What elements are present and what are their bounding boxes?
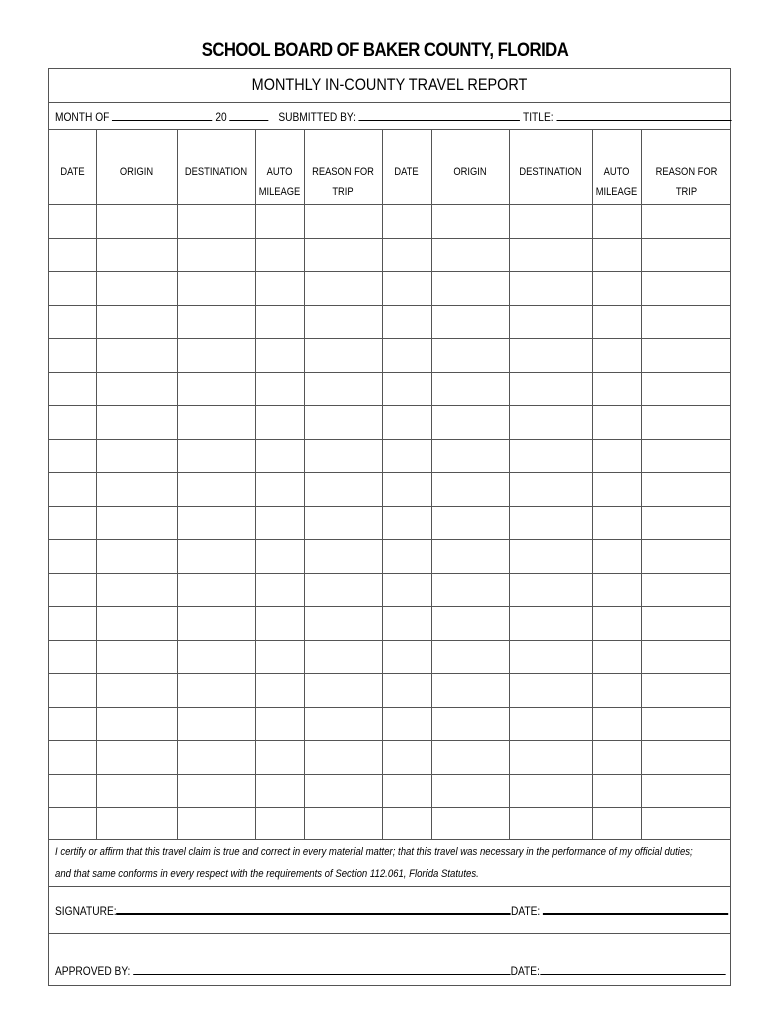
table-cell[interactable] bbox=[256, 339, 303, 371]
table-cell[interactable] bbox=[178, 607, 254, 639]
table-cell[interactable] bbox=[593, 540, 640, 572]
table-cell[interactable] bbox=[642, 808, 731, 840]
table-cell[interactable] bbox=[97, 272, 176, 304]
column-header bbox=[310, 162, 376, 202]
column-header bbox=[53, 162, 93, 182]
column-header-line1: REASON FOR bbox=[655, 166, 718, 178]
table-cell[interactable] bbox=[432, 373, 508, 405]
approved-row bbox=[55, 962, 725, 978]
table-cell[interactable] bbox=[256, 473, 303, 505]
table-cell[interactable] bbox=[510, 674, 591, 706]
table-cell[interactable] bbox=[432, 808, 508, 840]
table-cell[interactable] bbox=[305, 306, 381, 338]
table-cell[interactable] bbox=[178, 775, 254, 807]
table-cell[interactable] bbox=[97, 775, 176, 807]
table-cell[interactable] bbox=[593, 473, 640, 505]
table-cell[interactable] bbox=[510, 741, 591, 773]
table-cell[interactable] bbox=[593, 674, 640, 706]
table-cell[interactable] bbox=[50, 741, 95, 773]
table-cell[interactable] bbox=[97, 674, 176, 706]
column-header-line1: DATE bbox=[394, 166, 419, 178]
table-cell[interactable] bbox=[305, 239, 381, 271]
table-cell[interactable] bbox=[432, 674, 508, 706]
table-cell[interactable] bbox=[256, 708, 303, 740]
table-cell[interactable] bbox=[642, 239, 731, 271]
table-cell[interactable] bbox=[383, 473, 430, 505]
table-cell[interactable] bbox=[432, 507, 508, 539]
table-cell[interactable] bbox=[178, 473, 254, 505]
table-cell[interactable] bbox=[432, 708, 508, 740]
table-cell[interactable] bbox=[305, 674, 381, 706]
table-cell[interactable] bbox=[510, 708, 591, 740]
table-cell[interactable] bbox=[50, 339, 95, 371]
table-cell[interactable] bbox=[178, 708, 254, 740]
form-title: SCHOOL BOARD OF BAKER COUNTY, FLORIDA bbox=[201, 40, 569, 61]
table-cell[interactable] bbox=[432, 473, 508, 505]
column-header-line2: TRIP bbox=[675, 186, 698, 198]
table-cell[interactable] bbox=[642, 205, 731, 237]
table-cell[interactable] bbox=[383, 507, 430, 539]
table-cell[interactable] bbox=[593, 708, 640, 740]
table-cell[interactable] bbox=[256, 440, 303, 472]
table-cell[interactable] bbox=[256, 775, 303, 807]
table-cell[interactable] bbox=[593, 775, 640, 807]
table-cell[interactable] bbox=[305, 641, 381, 673]
table-cell[interactable] bbox=[383, 272, 430, 304]
table-cell[interactable] bbox=[50, 641, 95, 673]
table-cell[interactable] bbox=[510, 540, 591, 572]
table-cell[interactable] bbox=[305, 473, 381, 505]
table-cell[interactable] bbox=[642, 373, 731, 405]
table-cell[interactable] bbox=[383, 239, 430, 271]
table-cell[interactable] bbox=[642, 339, 731, 371]
table-cell[interactable] bbox=[97, 808, 176, 840]
divider bbox=[49, 886, 730, 887]
column-header-line1: REASON FOR bbox=[312, 166, 374, 178]
table-cell[interactable] bbox=[510, 574, 591, 606]
table-cell[interactable] bbox=[383, 641, 430, 673]
certification-line-2: and that same conforms in every respect with the requirements of Section 112.061, Florida Statutes. bbox=[55, 868, 479, 880]
table-cell[interactable] bbox=[305, 440, 381, 472]
column-header-line2: MILEAGE bbox=[595, 186, 638, 198]
table-cell[interactable] bbox=[510, 406, 591, 438]
table-cell[interactable] bbox=[593, 507, 640, 539]
table-cell[interactable] bbox=[256, 239, 303, 271]
table-cell[interactable] bbox=[50, 306, 95, 338]
table-cell[interactable] bbox=[432, 306, 508, 338]
table-cell[interactable] bbox=[305, 406, 381, 438]
column-header-line1: DESTINATION bbox=[519, 166, 582, 178]
table-cell[interactable] bbox=[50, 775, 95, 807]
table-cell[interactable] bbox=[50, 540, 95, 572]
column-header bbox=[515, 162, 586, 182]
table-cell[interactable] bbox=[510, 239, 591, 271]
table-cell[interactable] bbox=[432, 239, 508, 271]
approved-by-field[interactable] bbox=[133, 962, 510, 975]
table-cell[interactable] bbox=[256, 540, 303, 572]
table-cell[interactable] bbox=[510, 775, 591, 807]
table-cell[interactable] bbox=[642, 574, 731, 606]
table-cell[interactable] bbox=[432, 339, 508, 371]
table-cell[interactable] bbox=[178, 574, 254, 606]
signature-field[interactable] bbox=[117, 901, 511, 915]
column-header-line1: DATE bbox=[60, 166, 85, 178]
table-cell[interactable] bbox=[383, 775, 430, 807]
divider bbox=[49, 129, 730, 130]
signature-date-field[interactable] bbox=[543, 901, 728, 915]
column-header bbox=[648, 162, 725, 202]
title-field[interactable] bbox=[556, 108, 731, 121]
table-cell[interactable] bbox=[510, 641, 591, 673]
table-cell[interactable] bbox=[50, 205, 95, 237]
column-header-line1: DESTINATION bbox=[184, 166, 248, 178]
table-cell[interactable] bbox=[50, 507, 95, 539]
table-cell[interactable] bbox=[256, 607, 303, 639]
column-header-line2: TRIP bbox=[332, 186, 354, 198]
table-cell[interactable] bbox=[97, 339, 176, 371]
table-cell[interactable] bbox=[256, 808, 303, 840]
table-cell[interactable] bbox=[305, 741, 381, 773]
table-cell[interactable] bbox=[305, 574, 381, 606]
month-label: MONTH OF bbox=[55, 110, 110, 124]
table-cell[interactable] bbox=[305, 808, 381, 840]
table-cell[interactable] bbox=[50, 239, 95, 271]
table-cell[interactable] bbox=[593, 205, 640, 237]
table-cell[interactable] bbox=[256, 205, 303, 237]
divider bbox=[49, 102, 730, 103]
form-subtitle: MONTHLY IN-COUNTY TRAVEL REPORT bbox=[251, 75, 528, 94]
table-cell[interactable] bbox=[178, 406, 254, 438]
table-cell[interactable] bbox=[383, 406, 430, 438]
table-cell[interactable] bbox=[97, 205, 176, 237]
table-cell[interactable] bbox=[642, 775, 731, 807]
table-cell[interactable] bbox=[50, 674, 95, 706]
table-cell[interactable] bbox=[256, 373, 303, 405]
column-header bbox=[102, 162, 171, 182]
table-cell[interactable] bbox=[510, 205, 591, 237]
table-cell[interactable] bbox=[256, 674, 303, 706]
table-cell[interactable] bbox=[50, 406, 95, 438]
table-cell[interactable] bbox=[383, 306, 430, 338]
table-cell[interactable] bbox=[305, 205, 381, 237]
column-header-line1: ORIGIN bbox=[119, 166, 154, 178]
title-label: TITLE: bbox=[522, 110, 554, 124]
column-header bbox=[183, 162, 249, 182]
year-field[interactable] bbox=[230, 108, 269, 121]
table-cell[interactable] bbox=[383, 808, 430, 840]
table-cell[interactable] bbox=[97, 306, 176, 338]
table-cell[interactable] bbox=[593, 373, 640, 405]
table-cell[interactable] bbox=[305, 607, 381, 639]
table-cell[interactable] bbox=[256, 574, 303, 606]
table-cell[interactable] bbox=[97, 507, 176, 539]
table-cell[interactable] bbox=[432, 574, 508, 606]
certification-line-1: I certify or affirm that this travel claim is true and correct in every material matter; that this travel was necessary in the performance of my official duties; bbox=[55, 846, 693, 858]
month-row bbox=[55, 108, 732, 124]
table-cell[interactable] bbox=[50, 272, 95, 304]
table-cell[interactable] bbox=[510, 507, 591, 539]
table-cell[interactable] bbox=[510, 306, 591, 338]
table-cell[interactable] bbox=[383, 205, 430, 237]
table-cell[interactable] bbox=[178, 674, 254, 706]
table-cell[interactable] bbox=[256, 272, 303, 304]
table-cell[interactable] bbox=[50, 373, 95, 405]
table-cell[interactable] bbox=[256, 641, 303, 673]
table-cell[interactable] bbox=[178, 272, 254, 304]
table-cell[interactable] bbox=[510, 272, 591, 304]
table-cell[interactable] bbox=[642, 641, 731, 673]
table-cell[interactable] bbox=[383, 574, 430, 606]
table-cell[interactable] bbox=[383, 440, 430, 472]
table-cell[interactable] bbox=[97, 741, 176, 773]
table-cell[interactable] bbox=[178, 339, 254, 371]
table-cell[interactable] bbox=[642, 708, 731, 740]
submitted-by-label: SUBMITTED BY: bbox=[278, 110, 356, 124]
table-cell[interactable] bbox=[432, 440, 508, 472]
table-cell[interactable] bbox=[510, 440, 591, 472]
column-header bbox=[437, 162, 503, 182]
table-cell[interactable] bbox=[593, 272, 640, 304]
table-cell[interactable] bbox=[510, 607, 591, 639]
table-cell[interactable] bbox=[50, 708, 95, 740]
table-cell[interactable] bbox=[178, 440, 254, 472]
table-cell[interactable] bbox=[383, 339, 430, 371]
year-label: 20 bbox=[215, 110, 227, 124]
table-cell[interactable] bbox=[593, 406, 640, 438]
table-cell[interactable] bbox=[432, 641, 508, 673]
table-cell[interactable] bbox=[432, 540, 508, 572]
table-cell[interactable] bbox=[383, 373, 430, 405]
table-cell[interactable] bbox=[432, 406, 508, 438]
table-cell[interactable] bbox=[383, 708, 430, 740]
table-cell[interactable] bbox=[593, 574, 640, 606]
table-cell[interactable] bbox=[510, 473, 591, 505]
table-cell[interactable] bbox=[97, 373, 176, 405]
table-cell[interactable] bbox=[256, 406, 303, 438]
table-cell[interactable] bbox=[383, 607, 430, 639]
column-header-line1: AUTO bbox=[603, 166, 630, 178]
table-cell[interactable] bbox=[510, 373, 591, 405]
table-cell[interactable] bbox=[642, 272, 731, 304]
table-cell[interactable] bbox=[642, 440, 731, 472]
table-cell[interactable] bbox=[432, 607, 508, 639]
approved-date-field[interactable] bbox=[540, 962, 725, 975]
table-cell[interactable] bbox=[305, 775, 381, 807]
table-cell[interactable] bbox=[50, 808, 95, 840]
table-cell[interactable] bbox=[305, 272, 381, 304]
table-cell[interactable] bbox=[305, 540, 381, 572]
table-cell[interactable] bbox=[50, 473, 95, 505]
table-cell[interactable] bbox=[593, 641, 640, 673]
divider bbox=[49, 933, 730, 934]
signature-date-label: DATE: bbox=[510, 904, 541, 918]
table-cell[interactable] bbox=[97, 239, 176, 271]
table-cell[interactable] bbox=[642, 507, 731, 539]
table-cell[interactable] bbox=[432, 775, 508, 807]
table-cell[interactable] bbox=[642, 674, 731, 706]
table-cell[interactable] bbox=[642, 540, 731, 572]
table-cell[interactable] bbox=[593, 440, 640, 472]
table-cell[interactable] bbox=[97, 574, 176, 606]
table-cell[interactable] bbox=[178, 507, 254, 539]
table-cell[interactable] bbox=[383, 674, 430, 706]
month-field[interactable] bbox=[112, 108, 212, 121]
table-cell[interactable] bbox=[593, 339, 640, 371]
column-header-line2: MILEAGE bbox=[258, 186, 301, 198]
column-header bbox=[259, 162, 301, 202]
table-cell[interactable] bbox=[178, 808, 254, 840]
table-cell[interactable] bbox=[256, 507, 303, 539]
table-cell[interactable] bbox=[256, 741, 303, 773]
table-cell[interactable] bbox=[305, 339, 381, 371]
table-cell[interactable] bbox=[178, 741, 254, 773]
table-cell[interactable] bbox=[383, 540, 430, 572]
table-cell[interactable] bbox=[97, 440, 176, 472]
table-cell[interactable] bbox=[432, 205, 508, 237]
column-header-line1: ORIGIN bbox=[453, 166, 487, 178]
table-cell[interactable] bbox=[50, 574, 95, 606]
column-header-line1: AUTO bbox=[266, 166, 293, 178]
table-cell[interactable] bbox=[593, 808, 640, 840]
table-cell[interactable] bbox=[383, 741, 430, 773]
table-cell[interactable] bbox=[97, 540, 176, 572]
approved-date-label: DATE: bbox=[510, 964, 540, 978]
table-cell[interactable] bbox=[305, 507, 381, 539]
table-cell[interactable] bbox=[178, 641, 254, 673]
approved-by-label: APPROVED BY: bbox=[55, 964, 131, 978]
column-header bbox=[386, 162, 428, 182]
table-cell[interactable] bbox=[97, 708, 176, 740]
table-cell[interactable] bbox=[178, 239, 254, 271]
table-cell[interactable] bbox=[593, 239, 640, 271]
table-cell[interactable] bbox=[97, 473, 176, 505]
table-cell[interactable] bbox=[50, 607, 95, 639]
table-cell[interactable] bbox=[593, 607, 640, 639]
table-cell[interactable] bbox=[256, 306, 303, 338]
table-cell[interactable] bbox=[642, 406, 731, 438]
table-cell[interactable] bbox=[642, 473, 731, 505]
table-cell[interactable] bbox=[593, 741, 640, 773]
table-cell[interactable] bbox=[178, 306, 254, 338]
table-cell[interactable] bbox=[50, 440, 95, 472]
submitted-by-field[interactable] bbox=[359, 108, 521, 121]
table-cell[interactable] bbox=[97, 641, 176, 673]
signature-row bbox=[55, 901, 728, 918]
table-cell[interactable] bbox=[97, 406, 176, 438]
table-cell[interactable] bbox=[178, 205, 254, 237]
table-cell[interactable] bbox=[305, 373, 381, 405]
travel-report-form bbox=[48, 68, 731, 986]
table-cell[interactable] bbox=[432, 741, 508, 773]
table-cell[interactable] bbox=[178, 540, 254, 572]
table-cell[interactable] bbox=[305, 708, 381, 740]
column-header bbox=[596, 162, 638, 202]
table-cell[interactable] bbox=[178, 373, 254, 405]
table-cell[interactable] bbox=[593, 306, 640, 338]
table-cell[interactable] bbox=[642, 741, 731, 773]
signature-label: SIGNATURE: bbox=[55, 904, 117, 918]
table-cell[interactable] bbox=[642, 306, 731, 338]
table-cell[interactable] bbox=[97, 607, 176, 639]
table-cell[interactable] bbox=[432, 272, 508, 304]
table-cell[interactable] bbox=[510, 808, 591, 840]
table-cell[interactable] bbox=[642, 607, 731, 639]
table-cell[interactable] bbox=[510, 339, 591, 371]
